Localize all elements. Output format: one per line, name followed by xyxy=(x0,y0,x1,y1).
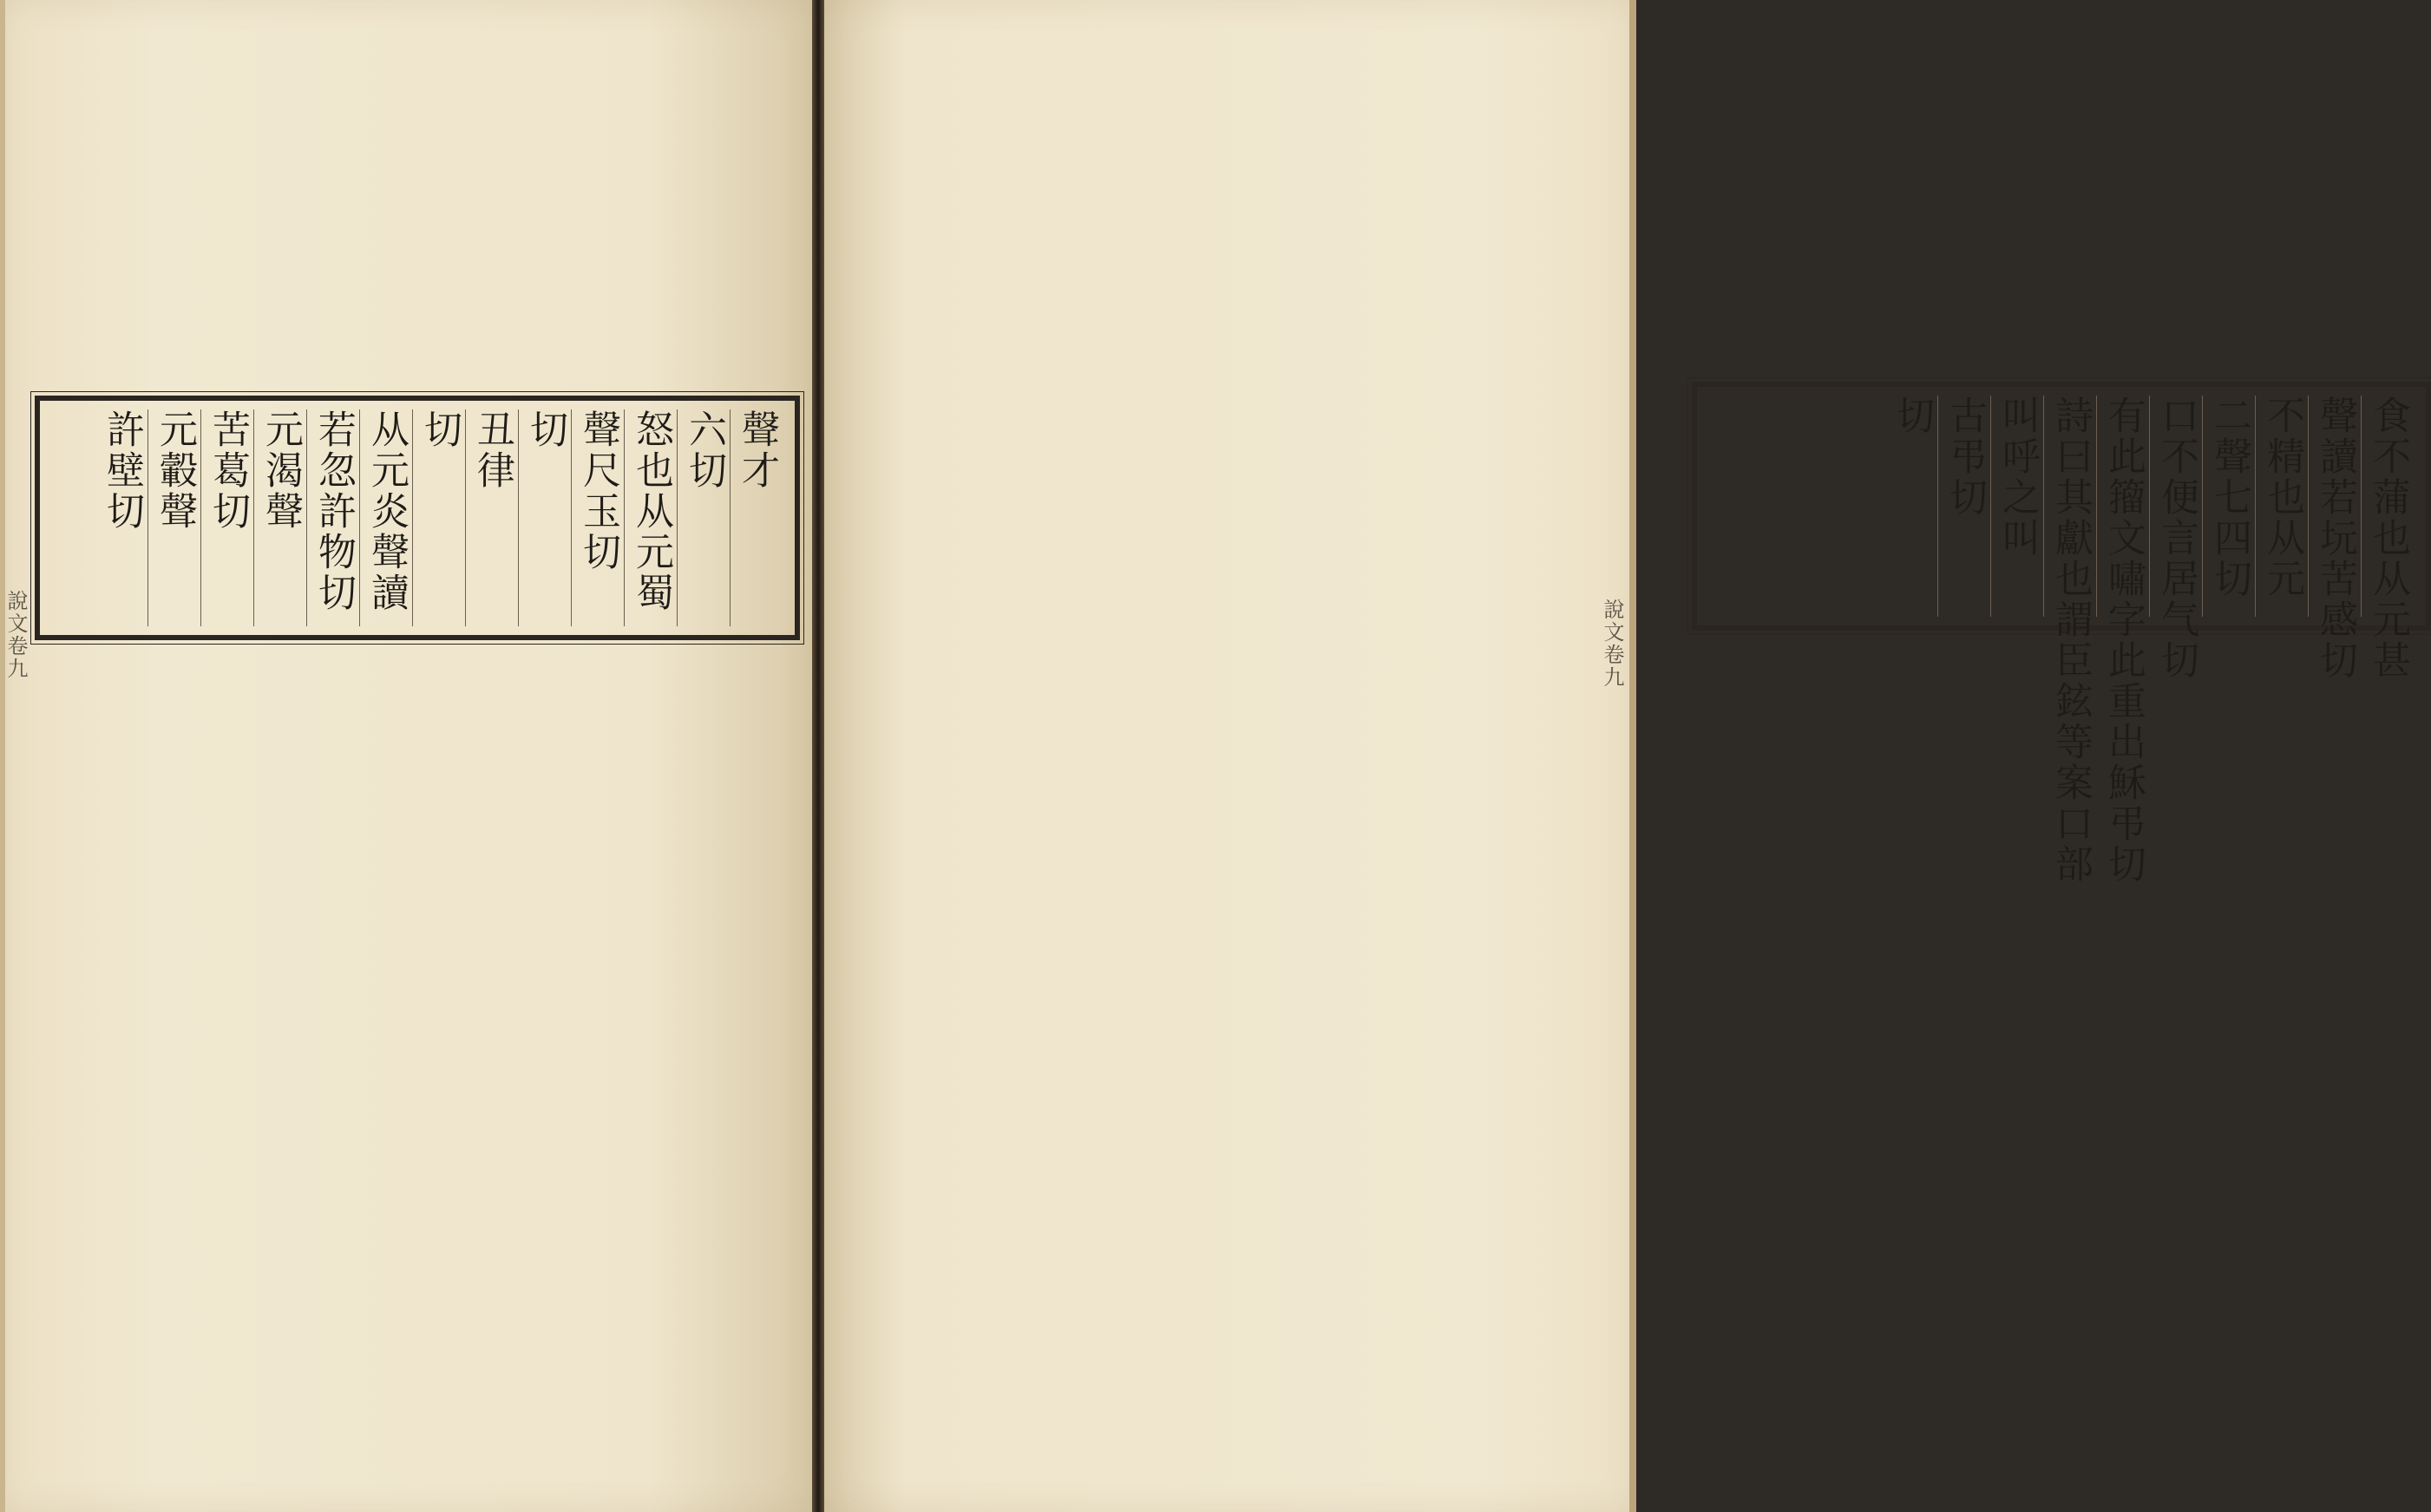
left-text-frame xyxy=(35,396,800,640)
text-column: 詩曰其獻也謂臣鉉等案口部 xyxy=(2043,396,2096,617)
text-column: 聲讀若坃苦感切 xyxy=(2308,396,2361,617)
text-column: 切 xyxy=(518,409,571,626)
text-column: 切 xyxy=(412,409,465,626)
text-column: 聲才 xyxy=(730,409,783,626)
book-gutter xyxy=(812,0,824,1512)
text-column: 古弔切 xyxy=(1937,396,1990,617)
text-column: 若忽許物切 xyxy=(306,409,359,626)
text-column: 有此籀文嘯字此重出穌弔切 xyxy=(2096,396,2149,617)
text-column: 不精也从元 xyxy=(2255,396,2308,617)
text-column: 食不蒲也从元甚 xyxy=(2361,396,2414,617)
text-column: 許壁切 xyxy=(100,409,144,532)
right-text-frame xyxy=(1692,382,2431,885)
left-text-block xyxy=(52,409,783,626)
text-column: 元轂聲 xyxy=(147,409,200,626)
text-column: 二聲七四切 xyxy=(2202,396,2255,617)
text-column: 苦葛切 xyxy=(200,409,253,626)
text-column: 切 xyxy=(1890,396,1934,436)
text-column: 叫呼之叫 xyxy=(1990,396,2043,617)
text-column: 丑律 xyxy=(465,409,518,626)
text-column: 元渴聲 xyxy=(253,409,306,626)
text-column: 六切 xyxy=(677,409,730,626)
right-marginalia: 說文卷九 xyxy=(1600,599,1624,689)
left-marginalia: 說文卷九 xyxy=(3,590,28,680)
right-page xyxy=(824,0,2410,1512)
text-column: 聲尺玉切 xyxy=(571,409,624,626)
text-column: 怒也从元蜀 xyxy=(624,409,677,626)
left-page xyxy=(0,0,812,1512)
left-fore-edge xyxy=(0,0,5,1512)
text-column: 口不便言居气切 xyxy=(2149,396,2202,617)
text-column: 从元炎聲讀 xyxy=(359,409,412,626)
right-text-block xyxy=(1709,396,2414,885)
right-fore-edge xyxy=(1629,0,1636,1512)
